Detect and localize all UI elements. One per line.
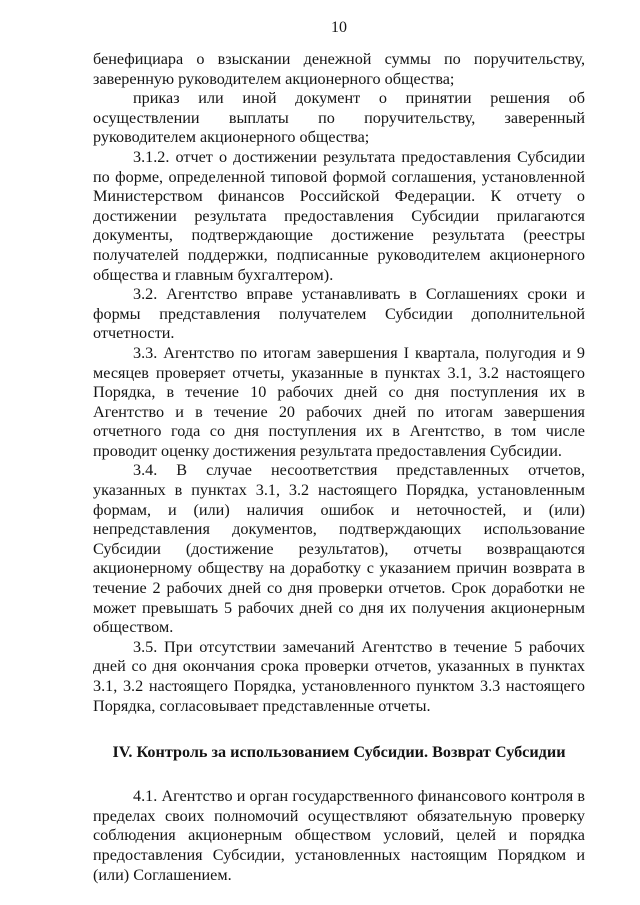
paragraph-3-2: 3.2. Агентство вправе устанавливать в Соглашениях сроки и формы представления получателем Субсидии дополнительной отчетности. xyxy=(93,285,585,343)
paragraph-3-3: 3.3. Агентство по итогам завершения I квартала, полугодия и 9 месяцев проверяет отчеты, указанные в пунктах 3.1, 3.2 настоящего Порядка, в течение 10 рабочих дней со дня поступления их в Агентство и в течение 20 рабочих дней по итогам завершения отчетного года со дня поступления их в Агентство, в том числе проводит оценку достижения результата предоставления Субсидии. xyxy=(93,343,585,460)
paragraph-continuation: бенефициара о взыскании денежной суммы по поручительству, заверенную руководителем акционерного общества; xyxy=(93,50,585,88)
paragraph-3-5: 3.5. При отсутствии замечаний Агентство в течение 5 рабочих дней со дня окончания срока проверки отчетов, указанных в пунктах 3.1, 3.2 настоящего Порядка, установленного пунктом 3.3 настоящего Порядка, согласовывает представленные отчеты. xyxy=(93,637,585,715)
section-heading: IV. Контроль за использованием Субсидии. Возврат Субсидии xyxy=(112,743,566,762)
paragraph-4-1: 4.1. Агентство и орган государственного финансового контроля в пределах своих полномочий осуществляют обязательную проверку соблюдения акционерным обществом условий, целей и порядка предоставления Субсидии, установленных настоящим Порядком и (или) Соглашением. xyxy=(93,787,585,884)
paragraph-3-4: 3.4. В случае несоответствия представленных отчетов, указанных в пунктах 3.1, 3.2 настоящего Порядка, установленным формам, и (или) наличия ошибок и неточностей, и (или) непредставления документов, подтверждающих использование Субсидии (достижение результатов), отчеты возвращаются акционерному обществу на доработку с указанием причин возврата в течение 2 рабочих дней со дня проверки отчетов. Срок доработки не может превышать 5 рабочих дней со дня их получения акционерным обществом. xyxy=(93,461,585,637)
page-number: 10 xyxy=(331,19,347,36)
paragraph-order-document: приказ или иной документ о принятии решения об осуществлении выплаты по поручительству, заверенный руководителем акционерного общества; xyxy=(93,89,585,147)
paragraph-3-1-2: 3.1.2. отчет о достижении результата предоставления Субсидии по форме, определенной типовой формой соглашения, установленной Министерством финансов Российской Федерации. К отчету о достижении результата предоставления Субсидии прилагаются документы, подтверждающие достижение результата (реестры получателей поддержки, подписанные руководителем акционерного общества и главным бухгалтером). xyxy=(93,147,585,284)
